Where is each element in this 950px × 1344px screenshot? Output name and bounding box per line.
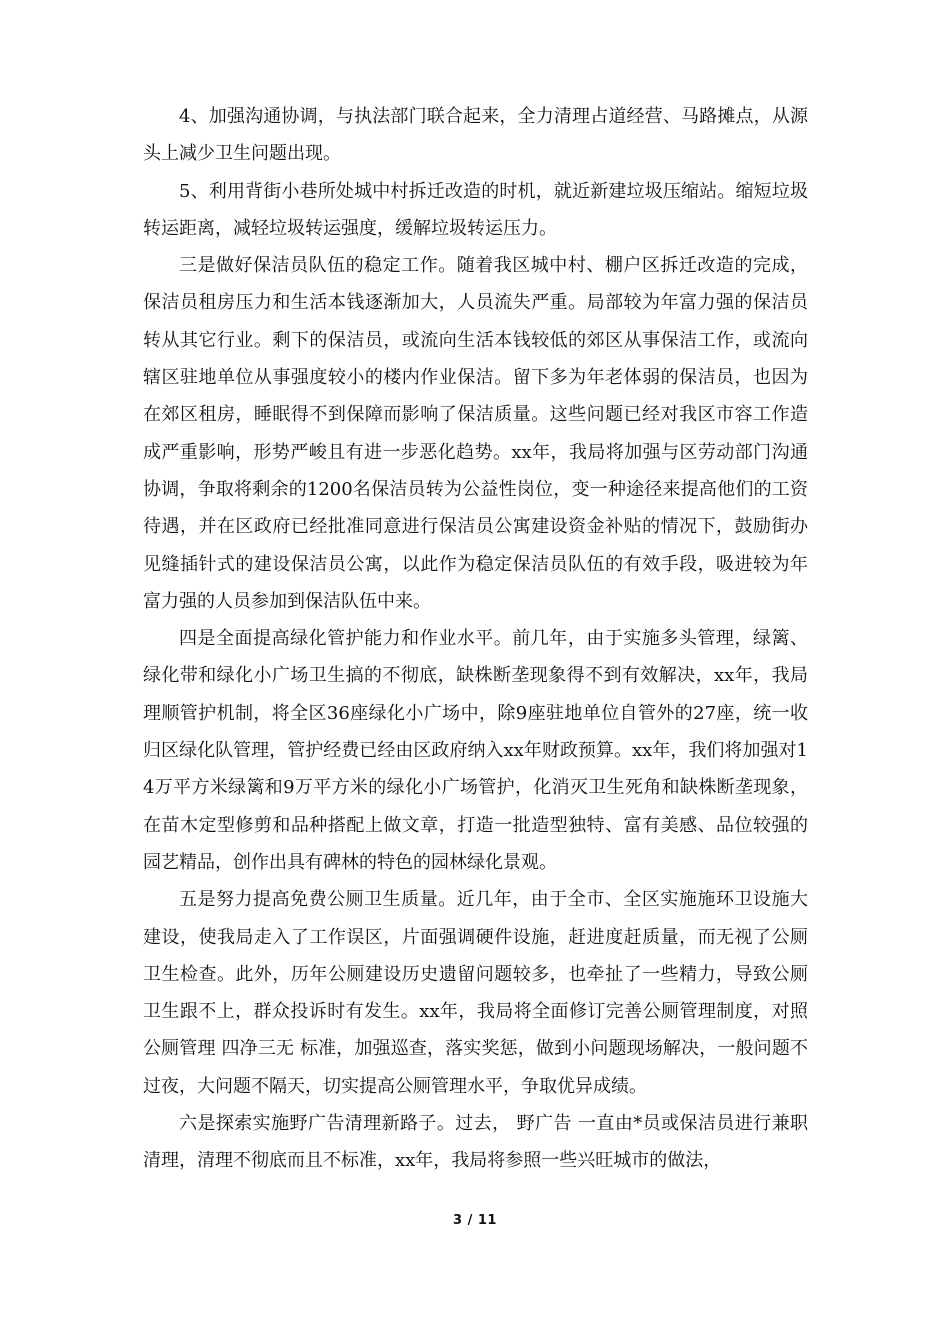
paragraph-cleaner-team: 三是做好保洁员队伍的稳定工作。随着我区城中村、棚户区拆迁改造的完成，保洁员租房压力和生活本钱逐渐加大，人员流失严重。局部较为年富力强的保洁员转从其它行业。剩下的保洁员，或流向生活本钱较低的郊区从事保洁工作，或流向辖区驻地单位从事强度较小的楼内作业保洁。留下多为年老体弱的保洁员，也因为在郊区租房，睡眠得不到保障而影响了保洁质量。这些问题已经对我区市容工作造成严重影响，形势严峻且有进一步恶化趋势。xx年，我局将加强与区劳动部门沟通协调，争取将剩余的1200名保洁员转为公益性岗位，变一种途径来提高他们的工资待遇，并在区政府已经批准同意进行保洁员公寓建设资金补贴的情况下，鼓励街办见缝插针式的建设保洁员公寓，以此作为稳定保洁员队伍的有效手段，吸进较为年富力强的人员参加到保洁队伍中来。 <box>143 255 808 612</box>
paragraph-item-4: 4、加强沟通协调，与执法部门联合起来，全力清理占道经营、马路摊点，从源头上减少卫生问题出现。 <box>143 106 808 165</box>
paragraph-item-5: 5、利用背街小巷所处城中村拆迁改造的时机，就近新建垃圾压缩站。缩短垃圾转运距离，减轻垃圾转运强度，缓解垃圾转运压力。 <box>143 180 808 239</box>
paragraph-public-toilets: 五是努力提高免费公厕卫生质量。近几年，由于全市、全区实施施环卫设施大建设，使我局走入了工作误区，片面强调硬件设施，赶进度赶质量，而无视了公厕卫生检查。此外，历年公厕建设历史遗留问题较多，也牵扯了一些精力，导致公厕卫生跟不上，群众投诉时有发生。xx年，我局将全面修订完善公厕管理制度，对照公厕管理 四净三无 标准，加强巡查，落实奖惩，做到小问题现场解决，一般问题不过夜，大问题不隔天，切实提高公厕管理水平，争取优异成绩。 <box>143 889 808 1097</box>
paragraph-illegal-ads: 六是探索实施野广告清理新路子。过去， 野广告 一直由*员或保洁员进行兼职清理，清理不彻底而且不标准，xx年，我局将参照一些兴旺城市的做法， <box>143 1113 808 1172</box>
page-number: 3 / 11 <box>453 1213 497 1228</box>
paragraph-greening: 四是全面提高绿化管护能力和作业水平。前几年，由于实施多头管理，绿篱、绿化带和绿化小广场卫生搞的不彻底，缺株断垄现象得不到有效解决，xx年，我局理顺管护机制，将全区36座绿化小广场中，除9座驻地单位自管外的27座，统一收归区绿化队管理，管护经费已经由区政府纳入xx年财政预算。xx年，我们将加强对14万平方米绿篱和9万平方米的绿化小广场管护，化消灭卫生死角和缺株断垄现象，在苗木定型修剪和品种搭配上做文章，打造一批造型独特、富有美感、品位较强的园艺精品，创作出具有碑林的特色的园林绿化景观。 <box>143 628 808 873</box>
document-body <box>143 98 808 1180</box>
